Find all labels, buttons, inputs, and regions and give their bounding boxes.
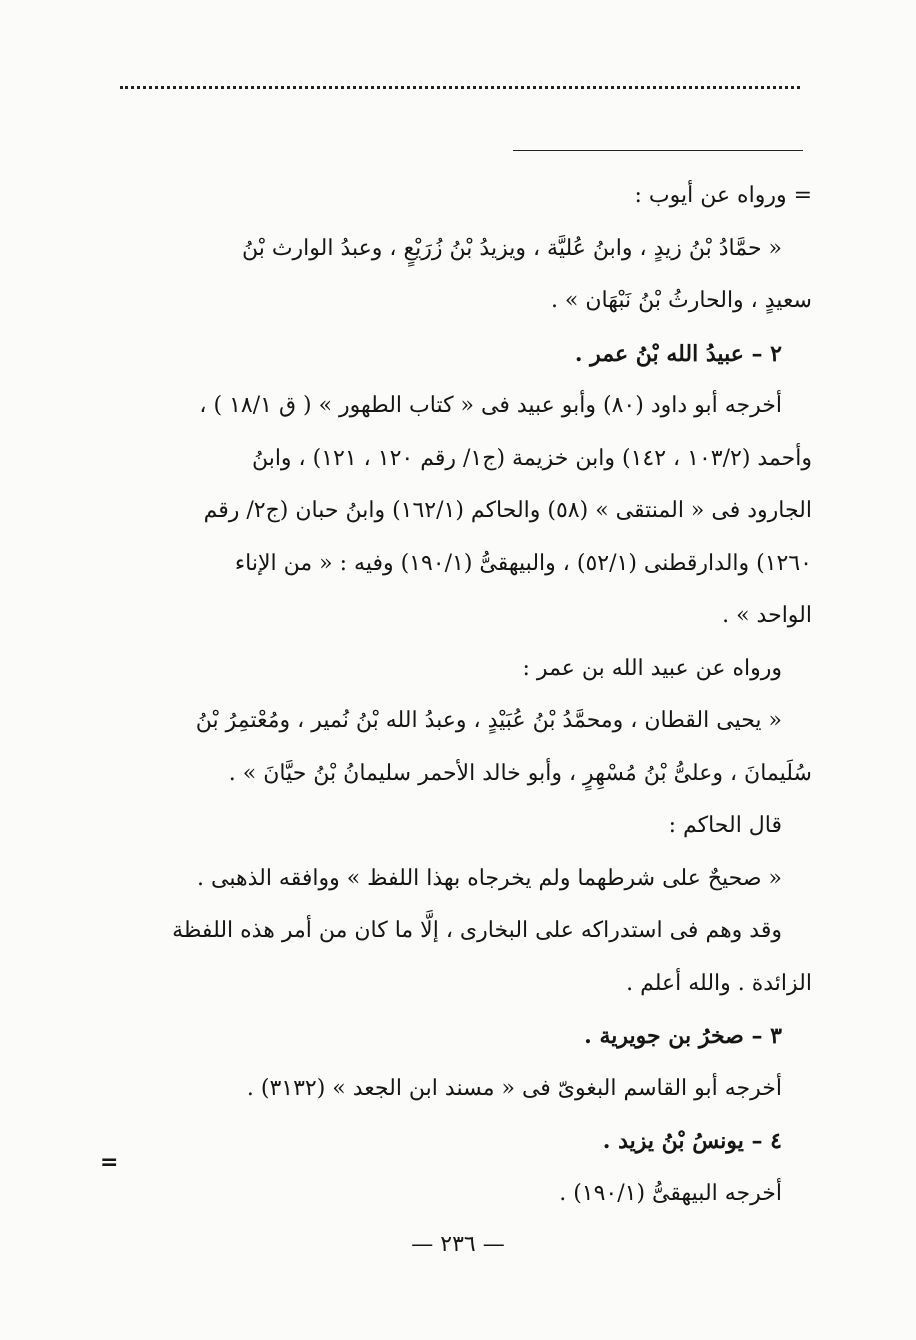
section-heading: ٤ – يونسُ بْنُ يزيد . (602, 1128, 782, 1154)
text-line: وأحمد (١٠٣/٢ ، ١٤٢) وابن خزيمة (ج١/ رقم ١٢٠ ، ١٢١) ، وابنُ (251, 445, 812, 471)
text-line: ورواه عن عبيد الله بن عمر : (522, 655, 782, 681)
text-line: الواحد » . (722, 603, 812, 628)
text-line: أخرجه البيهقىُّ (١٩٠/١) . (559, 1180, 782, 1206)
section-heading: ٢ – عبيدُ الله بْنُ عمر . (574, 340, 782, 367)
text-line: وقد وهم فى استدراكه على البخارى ، إلَّا ما كان من أمر هذه اللفظة (172, 918, 782, 943)
dotted-rule (120, 86, 800, 89)
text-line: الزائدة . والله أعلم . (626, 970, 812, 996)
footnote-separator (513, 150, 803, 151)
section-heading: ٣ – صخرُ بن جويرية . (584, 1023, 782, 1049)
text-line: « صحيحٌ على شرطهما ولم يخرجاه بهذا اللفظ » ووافقه الذهبى . (197, 865, 782, 891)
text-line: سعيدٍ ، والحارثُ بْنُ نَبْهَان » . (550, 288, 812, 313)
continuation-mark: = (100, 1150, 119, 1175)
text-line: أخرجه أبو القاسم البغوىّ فى « مسند ابن الجعد » (٣١٣٢) . (246, 1075, 782, 1101)
text-line: قال الحاكم : (668, 813, 782, 838)
text-line: ١٢٦٠) والدارقطنى (٥٢/١) ، والبيهقىُّ (١٩٠/١) وفيه : « من الإناء (234, 550, 812, 576)
text-line: الجارود فى « المنتقى » (٥٨) والحاكم (١٦٢/١) وابنُ حبان (ج٢/ رقم (203, 498, 812, 523)
text-line: أخرجه أبو داود (٨٠) وأبو عبيد فى « كتاب الطهور » ( ق ١٨/١ ) ، (199, 393, 782, 418)
text-line: « حمَّادُ بْنُ زيدٍ ، وابنُ عُليَّة ، ويزيدُ بْنُ زُرَيْعٍ ، وعبدُ الوارث بْنُ (241, 235, 782, 261)
footnote-text (104, 170, 812, 1220)
text-line: = ورواه عن أيوب : (634, 183, 812, 208)
text-line: « يحيى القطان ، ومحمَّدُ بْنُ عُبَيْدٍ ، وعبدُ الله بْنُ نُمير ، ومُعْتمِرُ بْنُ (195, 708, 782, 733)
page-number: — ٢٣٦ — (411, 1232, 505, 1257)
text-line: سُلَيمانَ ، وعلىُّ بْنُ مُسْهِرٍ ، وأبو خالد الأحمر سليمانُ بْنُ حيَّانَ » . (228, 760, 812, 786)
